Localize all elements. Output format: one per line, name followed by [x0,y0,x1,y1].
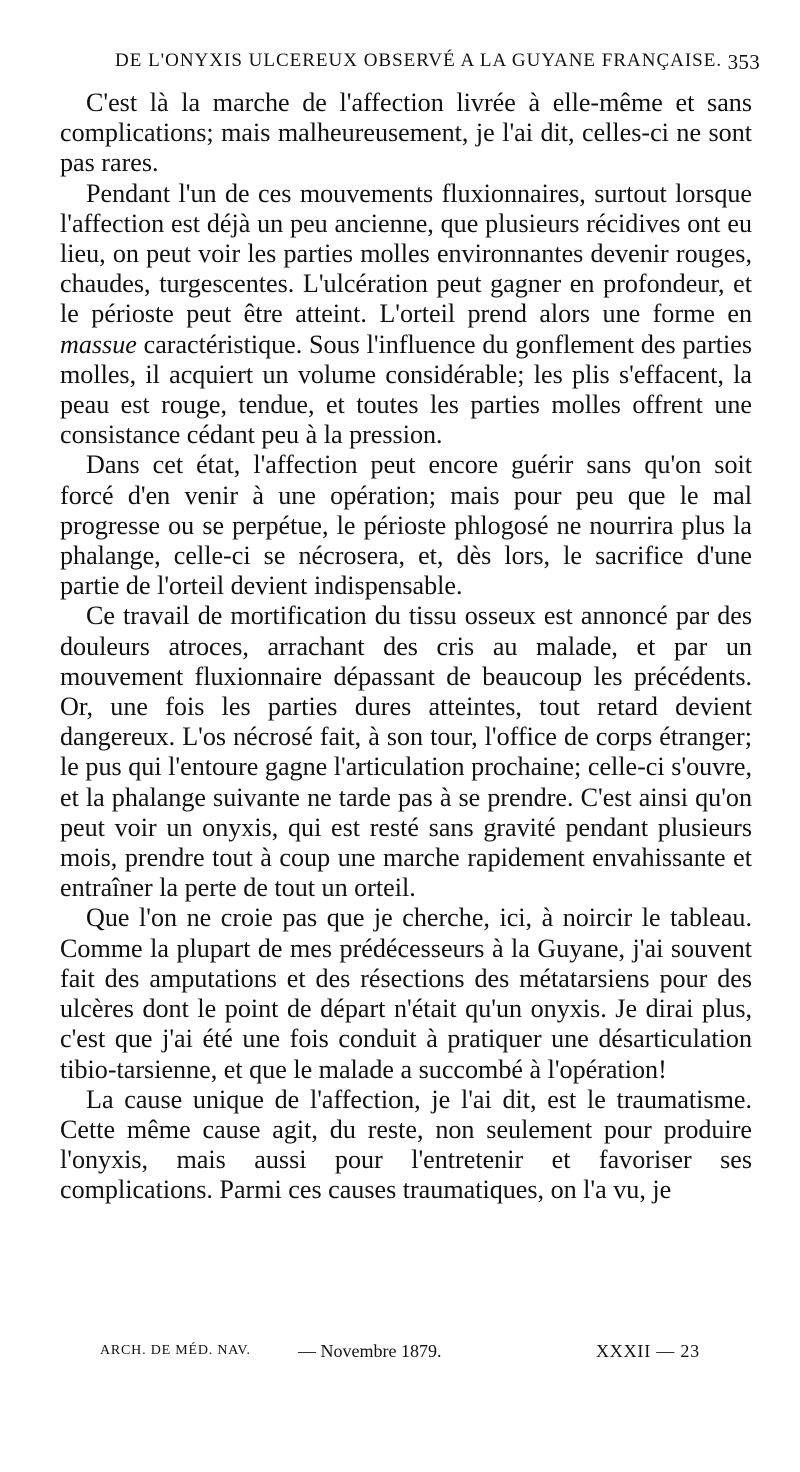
page-footer [100,1343,720,1367]
page-number: 353 [727,50,760,74]
paragraph: Dans cet état, l'affection peut encore guérir sans qu'on soit forcé d'en venir à une opération; mais pour peu que le mal progresse ou se perpétue, le périoste phlogosé ne nourrira plus la phalange, celle-ci se nécrosera, et, dès lors, le sacrifice d'une partie de l'orteil devient indispensable. [60,450,752,601]
paragraph: Ce travail de mortification du tissu osseux est annoncé par des douleurs atroces, arrachant des cris au malade, et par un mouvement fluxionnaire dépassant de beaucoup les précédents. Or, une fois les parties dures atteintes, tout retard devient dangereux. L'os nécrosé fait, à son tour, l'office de corps étranger; le pus qui l'entoure gagne l'articulation prochaine; celle-ci s'ouvre, et la phalange suivante ne tarde pas à se prendre. C'est ainsi qu'on peut voir un onyxis, qui est resté sans gravité pendant plusieurs mois, prendre tout à coup une marche rapidement envahissante et entraîner la perte de tout un orteil. [60,601,752,903]
page-body [60,88,752,1206]
journal-abbreviation: ARCH. DE MÉD. NAV. [100,1343,251,1358]
running-title: DE L'ONYXIS ULCEREUX OBSERVÉ A LA GUYANE FRANÇAISE. [115,50,723,71]
emphasis: massue [60,329,137,359]
paragraph: C'est là la marche de l'affection livrée à elle-même et sans complications; mais malheureusement, je l'ai dit, celles-ci ne sont pas rares. [60,88,752,178]
paragraph: La cause unique de l'affection, je l'ai dit, est le traumatisme. Cette même cause agit, du reste, non seulement pour produire l'onyxis, mais aussi pour l'entretenir et favoriser ses complications. Parmi ces causes traumatiques, on l'a vu, je [60,1084,752,1205]
paragraph: Que l'on ne croie pas que je cherche, ici, à noircir le tableau. Comme la plupart de mes prédécesseurs à la Guyane, j'ai souvent fait des amputations et des résections des métatarsiens pour des ulcères dont le point de départ n'était qu'un onyxis. Je dirai plus, c'est que j'ai été une fois conduit à pratiquer une désarticulation tibio-tarsienne, et que le malade a succombé à l'opération! [60,903,752,1084]
paragraph: Pendant l'un de ces mouvements fluxionnaires, surtout lorsque l'affection est déjà un peu ancienne, que plusieurs récidives ont eu lieu, on peut voir les parties molles environnantes devenir rouges, chaudes, turgescentes. L'ulcération peut gagner en profondeur, et le périoste peut être atteint. L'orteil prend alors une forme en massue caractéristique. Sous l'influence du gonflement des parties molles, il acquiert un volume considérable; les plis s'effacent, la peau est rouge, tendue, et toutes les parties molles offrent une consistance cédant peu à la pression. [60,178,752,450]
page-header [60,50,760,80]
issue-date: — Novembre 1879. [298,1341,442,1361]
signature-mark: XXXII — 23 [596,1341,700,1361]
